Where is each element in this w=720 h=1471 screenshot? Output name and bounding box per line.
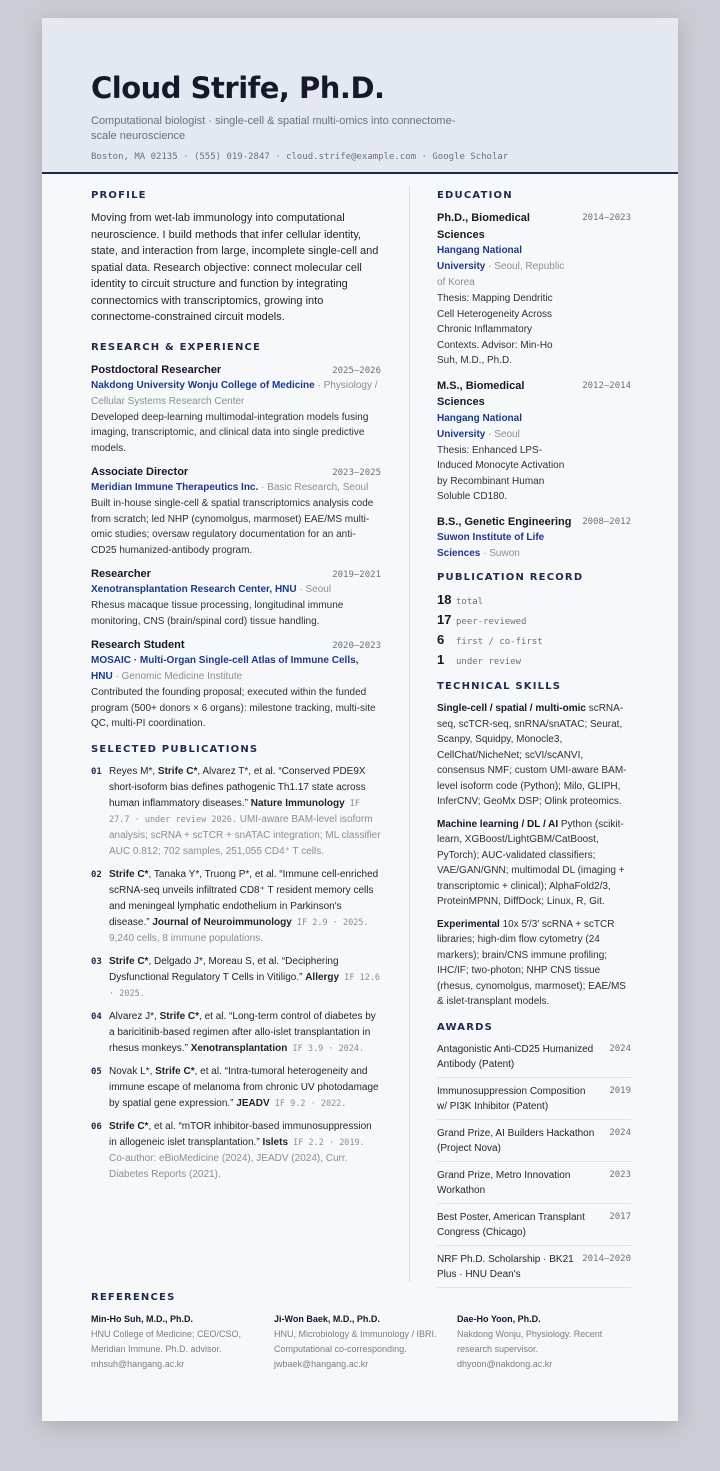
publication-meta: IF 12.6 · 2025. xyxy=(109,972,381,999)
stat-count: 6 xyxy=(437,632,445,647)
publication-title: , Tanaka Y*, Truong P*, et al. “Immune cell-enriched scRNA-seq unveils infiltrated CD8⁺ T resident memory cells and meningeal lymphatic endothelium in Parkinson's disease.” xyxy=(109,868,379,928)
job-org-name: Xenotransplantation Research Center, HNU xyxy=(91,584,297,595)
school-location: · Suwon xyxy=(480,548,520,559)
education-list xyxy=(437,210,631,562)
publication-self-author: Strife C* xyxy=(109,1120,149,1132)
job-header xyxy=(91,566,381,582)
job-header xyxy=(91,362,381,378)
references-heading: REFERENCES xyxy=(91,1292,176,1303)
skill-group-title: Machine learning / DL / AI xyxy=(437,818,559,830)
job-description: Developed deep-learning multimodal-integration models fusing imaging, transcriptomic, and clinical data into single predictive models. xyxy=(91,411,369,454)
skill-group xyxy=(437,701,631,810)
awards-heading: AWARDS xyxy=(437,1021,494,1033)
publication-journal: Allergy xyxy=(305,971,340,983)
reference-email: jwbaek@hangang.ac.kr xyxy=(274,1359,369,1369)
job-description: Contributed the founding proposal; executed within the funded program (500+ donors × 6 organs): milestone tracking, multi-site QC, multi-PI coordination. xyxy=(91,687,376,729)
job-role: Researcher xyxy=(91,568,151,580)
degree: B.S., Genetic Engineering xyxy=(437,515,572,528)
school-name: Hangang National University xyxy=(437,412,523,440)
contact-line: Boston, MA 02135 · (555) 019-2847 · cloud.strife@example.com · Google Scholar xyxy=(91,152,509,162)
job-description: Rhesus macaque tissue processing, longitudinal immune monitoring, CNS (brain/spinal cord) tissue handling. xyxy=(91,600,344,627)
publication-meta: IF 2.2 · 2019. xyxy=(288,1137,365,1148)
publication-text xyxy=(109,1009,381,1057)
school-name: Hangang National University xyxy=(437,245,523,272)
column-divider xyxy=(409,186,410,1282)
job-date: 2020–2023 xyxy=(332,641,381,651)
reference-name: Min-Ho Suh, M.D., Ph.D. xyxy=(91,1314,193,1324)
publication-title: , et al. “Intra-tumoral heterogeneity and immune escape of melanoma from chronic UV photodamage by spatial gene expression.” xyxy=(109,1065,379,1109)
reference-description: HNU, Microbiology & Immunology / IBRI. Computational co-corresponding. xyxy=(274,1329,437,1354)
publication-number: 04 xyxy=(91,1011,102,1022)
stat-count: 17 xyxy=(437,612,452,627)
award-title: NRF Ph.D. Scholarship · BK21 Plus · HNU Dean's xyxy=(437,1253,574,1280)
publication-number: 06 xyxy=(91,1121,102,1132)
publication-number: 05 xyxy=(91,1066,102,1077)
publication-journal: Islets xyxy=(262,1136,289,1148)
reference-card xyxy=(91,1312,256,1372)
publication-text xyxy=(109,954,381,1002)
skill-group xyxy=(437,817,631,910)
job-org xyxy=(91,582,381,598)
skill-group-title: Single-cell / spatial / multi-omic xyxy=(437,703,586,714)
job-description: Built in-house single-cell & spatial transcriptomics analysis code from scratch; led NHP (cynomolgus, marmoset) EAE/MS multi-omic studies; oversaw regulatory documentation for an anti-CD25 humanized-antibody program. xyxy=(91,498,374,556)
education-entry xyxy=(437,514,631,563)
right-column xyxy=(437,190,631,1288)
reference-card xyxy=(457,1312,622,1372)
education-header xyxy=(437,514,631,531)
publication-self-author: Strife C* xyxy=(155,1065,195,1077)
candidate-name: Cloud Strife, Ph.D. xyxy=(91,71,385,105)
job-entry xyxy=(91,637,381,732)
publication-self-author: Strife C* xyxy=(109,955,149,967)
job-org-sub: · Seoul xyxy=(296,584,332,595)
skill-group-text: Python (scikit-learn, XGBoost/LightGBM/CatBoost, PyTorch); AUC-validated classifiers; VAE/GAN/GNN; multimodal DL (imaging + transcriptomic + clinical); AlphaFold2/3, ProteinMPNN, DiffDock; Linux, R, Git. xyxy=(437,818,625,907)
award-item xyxy=(437,1120,631,1162)
stat-label: total xyxy=(456,597,484,607)
job-date: 2025–2026 xyxy=(332,365,381,376)
award-item xyxy=(437,1162,631,1204)
publication-note: 9,240 cells, 8 immune populations. xyxy=(109,932,263,944)
reference-description: HNU College of Medicine; CEO/CSO, Meridian Immune. Ph.D. advisor. xyxy=(91,1329,242,1354)
job-role: Research Student xyxy=(91,639,185,651)
education-date: 2008–2012 xyxy=(582,516,631,527)
award-title: Grand Prize, Metro Innovation Workathon xyxy=(437,1169,571,1196)
award-date: 2024 xyxy=(609,1043,631,1054)
job-org-name: Nakdong University Wonju College of Medicine xyxy=(91,379,315,391)
pub-record-stat xyxy=(437,632,631,647)
publication-note: Co-author: eBioMedicine (2024), JEADV (2024), Curr. Diabetes Reports (2021). xyxy=(109,1152,348,1180)
education-date: 2014–2023 xyxy=(582,213,631,223)
job-role: Associate Director xyxy=(91,466,189,478)
publication-item xyxy=(91,764,381,860)
publication-item xyxy=(91,867,381,947)
publication-note: UMI-aware BAM-level isoform analysis; scRNA + scTCR + snATAC integration; ML classifier AUC 0.812; 702 samples, 251,055 CD4⁺ T cells. xyxy=(109,813,381,857)
job-header xyxy=(91,464,381,480)
publication-text xyxy=(109,1119,381,1183)
award-date: 2023 xyxy=(609,1169,631,1180)
skills-list xyxy=(437,701,631,1010)
award-item xyxy=(437,1042,631,1078)
publication-item xyxy=(91,1119,381,1183)
publication-meta: IF 3.9 · 2024. xyxy=(287,1043,365,1054)
tagline: Computational biologist · single-cell & spatial multi-omics into connectome-scale neuroscience xyxy=(91,115,456,142)
skill-group-text: scRNA-seq, scTCR-seq, snRNA/snATAC; Seurat, Scanpy, Squidpy, Monocle3, CellChat/NicheNet; scVI/scANVI, consensus NMF; custom UMI-aware BAM-level isoform code (Python); Milo, GLIPH, InferCNV; GeoMx DSP; Olink proteomics. xyxy=(437,703,627,807)
stat-count: 1 xyxy=(437,652,445,667)
award-title: Immunosuppression Composition w/ PI3K Inhibitor (Patent) xyxy=(437,1085,586,1112)
job-org xyxy=(91,480,381,496)
publication-meta: IF 9.2 · 2022. xyxy=(269,1098,347,1109)
job-org xyxy=(91,378,381,410)
job-date: 2019–2021 xyxy=(332,570,381,580)
degree: Ph.D., Biomedical Sciences xyxy=(437,212,530,241)
school-location: · Seoul, Republic of Korea xyxy=(437,261,565,288)
job-org-sub: · Genomic Medicine Institute xyxy=(112,671,243,682)
job-org-name: MOSAIC · Multi-Organ Single-cell Atlas of Immune Cells, HNU xyxy=(91,655,359,682)
pub-record-heading: PUBLICATION RECORD xyxy=(437,572,584,583)
profile-heading: PROFILE xyxy=(91,190,147,201)
publication-text xyxy=(109,867,381,947)
publications-heading: SELECTED PUBLICATIONS xyxy=(91,743,259,755)
education-header xyxy=(437,210,631,243)
publication-journal: Xenotransplantation xyxy=(190,1042,288,1054)
publication-number: 03 xyxy=(91,956,102,967)
job-org-sub: · Basic Research, Seoul xyxy=(258,482,369,493)
publication-text xyxy=(109,1064,381,1112)
publication-journal: Journal of Neuroimmunology xyxy=(152,916,292,928)
award-item xyxy=(437,1078,631,1120)
award-date: 2017 xyxy=(609,1211,631,1222)
publication-text xyxy=(109,764,381,860)
publication-authors-pre: Reyes M*, xyxy=(109,765,158,777)
school xyxy=(437,530,587,562)
pub-record-stat xyxy=(437,612,631,627)
job-entry xyxy=(91,566,381,629)
reference-email: mhsuh@hangang.ac.kr xyxy=(91,1359,185,1369)
publication-meta: IF 2.9 · 2025. xyxy=(291,917,369,928)
publication-meta: IF 27.7 · under review 2026. xyxy=(109,798,360,825)
job-role: Postdoctoral Researcher xyxy=(91,363,222,376)
awards-list xyxy=(437,1042,631,1288)
job-entry xyxy=(91,464,381,558)
reference-email: dhyoon@nakdong.ac.kr xyxy=(457,1359,553,1369)
publication-title: , et al. “Long-term control of diabetes by a baricitinib-based regimen after allo-islet transplantation in rhesus monkeys.” xyxy=(109,1010,376,1054)
publication-number: 01 xyxy=(91,766,102,777)
publication-list xyxy=(91,764,381,1183)
award-item xyxy=(437,1246,631,1288)
experience-list xyxy=(91,362,381,732)
publication-number: 02 xyxy=(91,869,102,880)
education-heading: EDUCATION xyxy=(437,190,513,201)
publication-authors-pre: Alvarez J*, xyxy=(109,1010,160,1022)
skill-group-text: 10x 5′/3′ scRNA + scTCR libraries; high-dim flow cytometry (24 markers); brain/CNS immune profiling; IHC/IF; two-photon; NHP CNS tissue (rhesus, cynomolgus, marmoset); EAE/MS & islet-transplant models. xyxy=(437,918,626,1007)
school xyxy=(437,243,572,291)
stat-label: under review xyxy=(456,657,522,667)
job-date: 2023–2025 xyxy=(332,468,381,478)
award-item xyxy=(437,1204,631,1246)
pub-record-stat xyxy=(437,592,631,607)
skill-group-title: Experimental xyxy=(437,918,500,930)
publication-journal: JEADV xyxy=(236,1097,270,1109)
resume-header xyxy=(42,18,678,174)
school-location: · Seoul xyxy=(485,428,520,440)
reference-description: Nakdong Wonju, Physiology. Recent research supervisor. xyxy=(457,1329,603,1354)
experience-heading: RESEARCH & EXPERIENCE xyxy=(91,341,262,353)
award-title: Grand Prize, AI Builders Hackathon (Project Nova) xyxy=(437,1127,595,1154)
education-entry xyxy=(437,210,631,369)
pub-record-stats xyxy=(437,592,631,667)
references-list xyxy=(91,1312,641,1372)
reference-card xyxy=(274,1312,439,1372)
job-header xyxy=(91,637,381,653)
publication-authors-pre: Novak L*, xyxy=(109,1065,156,1077)
award-date: 2014–2020 xyxy=(582,1253,631,1264)
reference-name: Ji-Won Baek, M.D., Ph.D. xyxy=(274,1314,380,1324)
award-title: Best Poster, American Transplant Congress (Chicago) xyxy=(437,1211,585,1238)
education-date: 2012–2014 xyxy=(582,380,631,391)
job-org-name: Meridian Immune Therapeutics Inc. xyxy=(91,482,259,493)
job-org-sub: · Physiology / Cellular Systems Research Center xyxy=(91,379,378,407)
resume-page xyxy=(42,18,678,1421)
publication-self-author: Strife C* xyxy=(109,868,149,880)
reference-name: Dae-Ho Yoon, Ph.D. xyxy=(457,1314,541,1324)
pub-record-stat xyxy=(437,652,631,667)
award-title: Antagonistic Anti-CD25 Humanized Antibody (Patent) xyxy=(437,1043,594,1070)
skill-group xyxy=(437,917,631,1010)
education-header xyxy=(437,378,631,411)
education-entry xyxy=(437,378,631,505)
degree: M.S., Biomedical Sciences xyxy=(437,379,525,408)
thesis-description: Thesis: Enhanced LPS-Induced Monocyte Activation by Recombinant Human Soluble CD180. xyxy=(437,444,565,502)
job-org xyxy=(91,653,381,685)
stat-label: first / co-first xyxy=(456,637,543,647)
thesis-description: Thesis: Mapping Dendritic Cell Heterogeneity Across Chronic Inflammatory Contexts. Advisor: Min-Ho Suh, M.D., Ph.D. xyxy=(437,293,553,366)
publication-item xyxy=(91,1064,381,1112)
publication-item xyxy=(91,954,381,1002)
publication-title: , Alvarez T*, et al. “Conserved PDE9X short-isoform bias defines pathogenic Th1.17 state across human inflammatory diseases.” xyxy=(109,765,366,809)
references-section xyxy=(91,1292,641,1372)
stat-count: 18 xyxy=(437,592,452,607)
award-date: 2024 xyxy=(609,1127,631,1138)
publication-title: , Delgado J*, Moreau S, et al. “Deciphering Dysfunctional Regulatory T Cells in Vitiligo.” xyxy=(109,955,339,983)
publication-item xyxy=(91,1009,381,1057)
stat-label: peer-reviewed xyxy=(456,617,527,627)
left-column xyxy=(91,190,381,1190)
publication-self-author: Strife C* xyxy=(159,1010,200,1022)
school xyxy=(437,411,572,443)
publication-journal: Nature Immunology xyxy=(250,797,345,809)
school-name: Suwon Institute of Life Sciences xyxy=(437,532,545,559)
publication-title: , et al. “mTOR inhibitor-based immunosuppression in allogeneic islet transplantation.” xyxy=(109,1120,372,1148)
skills-heading: TECHNICAL SKILLS xyxy=(437,681,562,692)
profile-text: Moving from wet-lab immunology into computational neuroscience. I build methods that infer cellular identity, state, and interaction from large, incomplete single-cell and spatial data. Research objective: connect molecular cell identity to circuit structure and function by integrating connectomics with transcriptomics, growing into connectome-constrained circuit models. xyxy=(91,212,379,323)
publication-self-author: Strife C* xyxy=(157,765,198,777)
award-date: 2019 xyxy=(609,1085,631,1096)
job-entry xyxy=(91,362,381,457)
